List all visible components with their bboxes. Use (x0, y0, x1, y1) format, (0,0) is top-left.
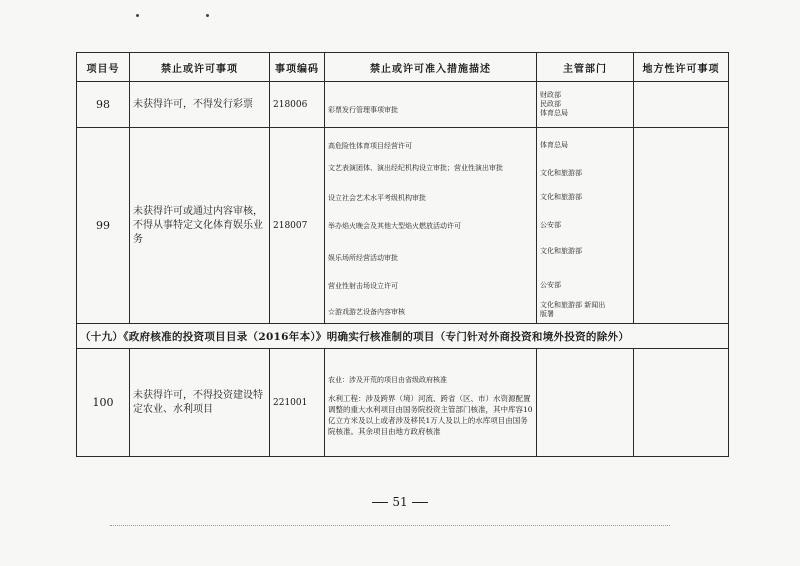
department-name: 文化和旅游部 新闻出版署 (540, 300, 606, 318)
item-name: 未获得许可，不得发行彩票 (130, 82, 270, 128)
header-item-code: 事项编码 (270, 53, 325, 82)
item-department (537, 128, 634, 324)
item-description (325, 82, 537, 128)
department-name: 公安部 (540, 220, 561, 229)
table-row (77, 128, 729, 324)
department-name: 民政部 (540, 100, 561, 108)
item-description (325, 128, 537, 324)
header-department: 主管部门 (537, 53, 634, 82)
header-local-permit: 地方性许可事项 (634, 53, 729, 82)
scan-mark (206, 14, 209, 17)
description-line: 娱乐场所经营活动审批 (328, 253, 398, 262)
description-line: 举办焰火晚会及其他大型焰火燃放活动许可 (328, 221, 461, 230)
item-local-permit (634, 128, 729, 324)
description-line: 彩票发行管理事项审批 (328, 105, 398, 114)
dash-left (372, 502, 388, 503)
header-item-no: 项目号 (77, 53, 130, 82)
description-agriculture: 农业：涉及开荒的项目由省级政府核准 (328, 375, 447, 384)
description-line: ☆游戏游艺设备内容审核 (328, 307, 405, 316)
page-number-text: 51 (392, 495, 408, 509)
item-number: 99 (77, 128, 130, 324)
section-heading-row (77, 324, 729, 349)
table-row (77, 349, 729, 457)
item-name: 未获得许可，不得投资建设特定农业、水利项目 (130, 349, 270, 457)
department-name: 财政部 (540, 91, 561, 99)
department-name: 文化和旅游部 (540, 192, 582, 201)
description-line: 文艺表演团体、演出经纪机构设立审批；营业性演出审批 (328, 163, 503, 172)
scan-edge-line (110, 525, 670, 526)
item-description (325, 349, 537, 457)
dash-right (412, 502, 428, 503)
description-water: 水利工程：涉及跨界（境）河流、跨省（区、市）水资源配置调整的重大水利项目由国务院投资主管部门核准，其中库容10亿立方米及以上或者涉及移民1万人及以上的水库项目由国务院核准。其余项目由地方政府核准 (328, 393, 533, 436)
item-local-permit (634, 349, 729, 457)
item-code: 221001 (270, 349, 325, 457)
header-description: 禁止或许可准入措施描述 (325, 53, 537, 82)
department-name: 体育总局 (540, 109, 568, 117)
item-number: 100 (77, 349, 130, 457)
section-title: （十九）《政府核准的投资项目目录（2016年本）》明确实行核准制的项目（专门针对外商投资和境外投资的除外） (77, 324, 729, 349)
department-name: 文化和旅游部 (540, 246, 582, 255)
header-item-name: 禁止或许可事项 (130, 53, 270, 82)
table-row (77, 82, 729, 128)
department-name: 文化和旅游部 (540, 168, 582, 177)
department-name: 公安部 (540, 280, 561, 289)
scan-mark (136, 14, 139, 17)
item-department (537, 349, 634, 457)
permit-table (76, 52, 729, 457)
table-header-row (77, 53, 729, 82)
item-number: 98 (77, 82, 130, 128)
item-code: 218007 (270, 128, 325, 324)
description-line: 高危险性体育项目经营许可 (328, 141, 412, 150)
item-code: 218006 (270, 82, 325, 128)
page-number (0, 495, 800, 509)
description-line: 营业性射击场设立许可 (328, 281, 398, 290)
item-name: 未获得许可或通过内容审核，不得从事特定文化体育娱乐业务 (130, 128, 270, 324)
description-line: 设立社会艺术水平考级机构审批 (328, 193, 426, 202)
item-local-permit (634, 82, 729, 128)
department-name: 体育总局 (540, 140, 568, 149)
item-department (537, 82, 634, 128)
